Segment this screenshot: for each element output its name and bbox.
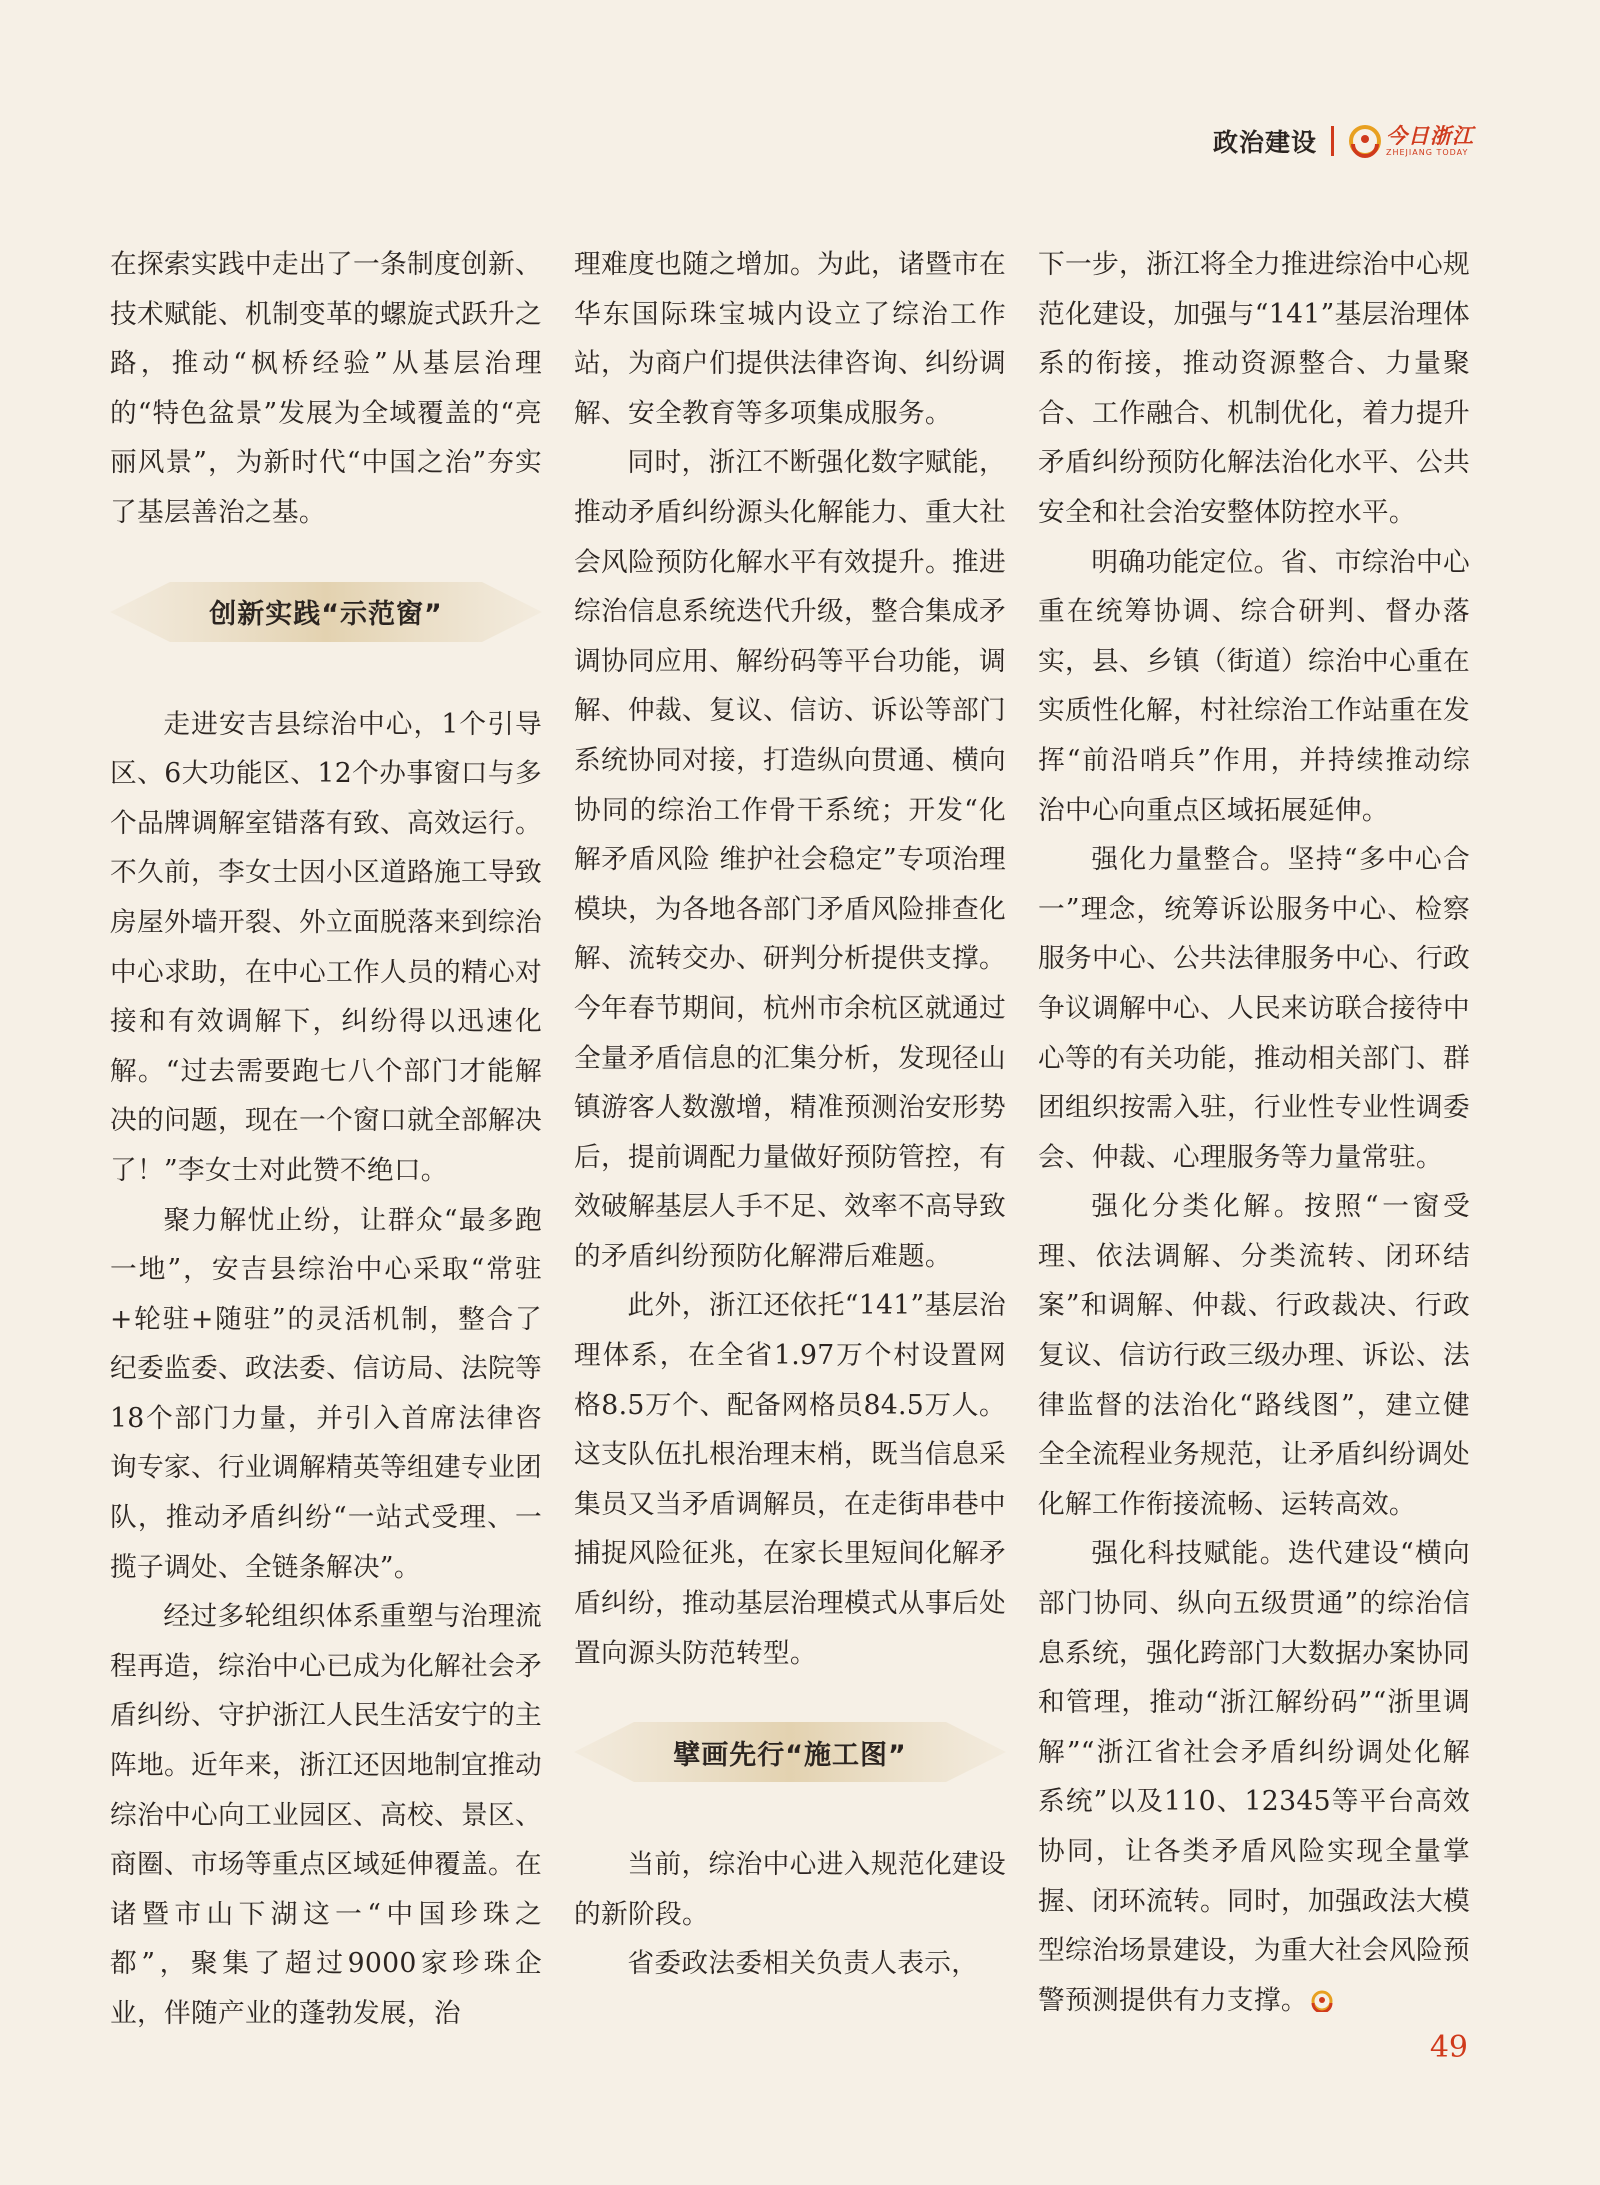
- paragraph: 省委政法委相关负责人表示，: [627, 1948, 979, 1980]
- brand-english: ZHEJIANG TODAY: [1386, 148, 1469, 157]
- section-heading: 创新实践“示范窗”: [209, 599, 443, 631]
- paragraph: 经过多轮组织体系重塑与治理流程再造，综治中心已成为化解社会矛盾纠纷、守护浙江人民生活安宁的主阵地。近年来，浙江还因地制宜推动综治中心向工业园区、高校、景区、商圈、市场等重点区域延伸覆盖。在诸暨市山下湖这一“中国珍珠之都”，聚集了超过9000家珍珠企业，伴随产业的蓬勃发展，治: [110, 1601, 542, 2029]
- paragraph: 走进安吉县综治中心，1个引导区、6大功能区、12个办事窗口与多个品牌调解室错落有致、高效运行。不久前，李女士因小区道路施工导致房屋外墙开裂、外立面脱落来到综治中心求助，在中心工作人员的精心对接和有效调解下，纠纷得以迅速化解。“过去需要跑七八个部门才能解决的问题，现在一个窗口就全部解决了！”李女士对此赞不绝口。: [110, 708, 542, 1186]
- page-number: 49: [1429, 2030, 1468, 2065]
- section-heading: 擘画先行“施工图”: [673, 1739, 907, 1771]
- paragraph-text: 强化科技赋能。迭代建设“横向部门协同、纵向五级贯通”的综治信息系统，强化跨部门大数据办案协同和管理，推动“浙江解纷码”“浙里调解”“浙江省社会矛盾纠纷调处化解系统”以及110、12345等平台高效协同，让各类矛盾风险实现全量掌握、闭环流转。同时，加强政法大模型综治场景建设，为重大社会风险预警预测提供有力支撑。: [1038, 1538, 1470, 2016]
- brand-name: 今日浙江: [1386, 123, 1474, 148]
- paragraph: 明确功能定位。省、市综治中心重在统筹协调、综合研判、督办落实，县、乡镇（街道）综治中心重在实质性化解，村社综治工作站重在发挥“前沿哨兵”作用，并持续推动综治中心向重点区域拓展延伸。: [1038, 546, 1470, 826]
- paragraph: 当前，综治中心进入规范化建设的新阶段。: [574, 1849, 1006, 1930]
- section-heading-banner: [574, 1716, 1006, 1788]
- paragraph: 下一步，浙江将全力推进综治中心规范化建设，加强与“141”基层治理体系的衔接，推动资源整合、力量聚合、工作融合、机制优化，着力提升矛盾纠纷预防化解法治化水平、公共安全和社会治安整体防控水平。: [1038, 249, 1470, 528]
- paragraph: 在探索实践中走出了一条制度创新、技术赋能、机制变革的螺旋式跃升之路，推动“枫桥经验”从基层治理的“特色盆景”发展为全域覆盖的“亮丽风景”，为新时代“中国之治”夯实了基层善治之基。: [110, 249, 542, 528]
- paragraph: 理难度也随之增加。为此，诸暨市在华东国际珠宝城内设立了综治工作站，为商户们提供法律咨询、纠纷调解、安全教育等多项集成服务。: [574, 249, 1006, 429]
- paragraph: 强化分类化解。按照“一窗受理、依法调解、分类流转、闭环结案”和调解、仲裁、行政裁决、行政复议、信访行政三级办理、诉讼、法律监督的法治化“路线图”，建立健全全流程业务规范，让矛盾纠纷调处化解工作衔接流畅、运转高效。: [1038, 1191, 1470, 1520]
- column-1: [110, 240, 542, 2039]
- header-divider: [1331, 126, 1334, 156]
- section-name: 政治建设: [1212, 128, 1317, 157]
- column-2: [574, 240, 1006, 2039]
- article-end-icon: [1310, 1990, 1334, 2012]
- section-heading-banner: [110, 576, 542, 648]
- paragraph-final: [1038, 1529, 1470, 2025]
- column-3: [1038, 240, 1470, 2039]
- paragraph: 聚力解忧止纷，让群众“最多跑一地”，安吉县综治中心采取“常驻+轮驻+随驻”的灵活机制，整合了纪委监委、政法委、信访局、法院等18个部门力量，并引入首席法律咨询专家、行业调解精英等组建专业团队，推动矛盾纠纷“一站式受理、一揽子调处、全链条解决”。: [110, 1204, 542, 1583]
- paragraph: 此外，浙江还依托“141”基层治理体系，在全省1.97万个村设置网格8.5万个、配备网格员84.5万人。这支队伍扎根治理末梢，既当信息采集员又当矛盾调解员，在走街串巷中捕捉风险征兆，在家长里短间化解矛盾纠纷，推动基层治理模式从事后处置向源头防范转型。: [574, 1290, 1006, 1669]
- paragraph: 强化力量整合。坚持“多中心合一”理念，统筹诉讼服务中心、检察服务中心、公共法律服务中心、行政争议调解中心、人民来访联合接待中心等的有关功能，推动相关部门、群团组织按需入驻，行业性专业性调委会、仲裁、心理服务等力量常驻。: [1038, 844, 1470, 1173]
- brand-swirl-icon: [1348, 124, 1382, 158]
- page-header: [1213, 118, 1474, 164]
- brand-logo: [1348, 124, 1474, 158]
- paragraph: 同时，浙江不断强化数字赋能，推动矛盾纠纷源头化解能力、重大社会风险预防化解水平有效提升。推进综治信息系统迭代升级，整合集成矛调协同应用、解纷码等平台功能，调解、仲裁、复议、信访、诉讼等部门系统协同对接，打造纵向贯通、横向协同的综治工作骨干系统；开发“化解矛盾风险 维护社会稳定”专项治理模块，为各地各部门矛盾风险排查化解、流转交办、研判分析提供支撑。今年春节期间，杭州市余杭区就通过全量矛盾信息的汇集分析，发现径山镇游客人数激增，精准预测治安形势后，提前调配力量做好预防管控，有效破解基层人手不足、效率不高导致的矛盾纠纷预防化解滞后难题。: [574, 447, 1006, 1272]
- article-body: [110, 240, 1470, 2039]
